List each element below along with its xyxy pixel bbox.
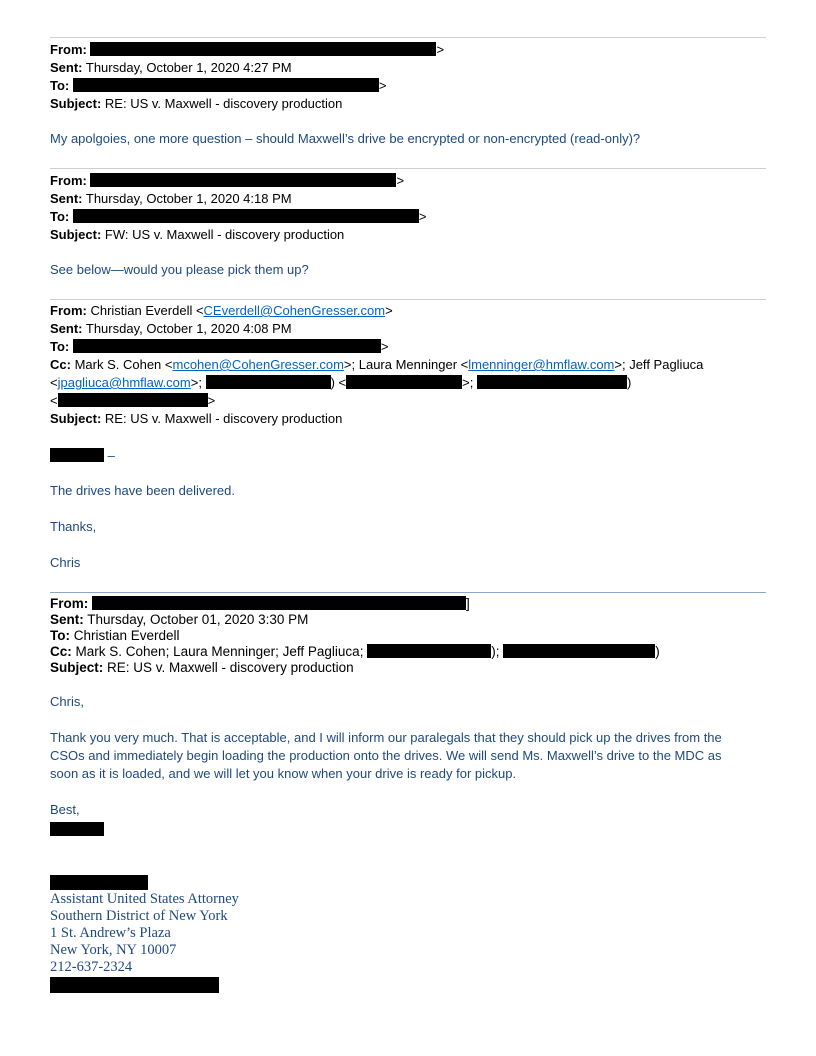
cc-row bbox=[50, 356, 766, 374]
sent-row bbox=[50, 612, 766, 628]
subject-row bbox=[50, 95, 766, 113]
to-row bbox=[50, 628, 766, 644]
redaction bbox=[477, 375, 627, 389]
email-body: See below—would you please pick them up? bbox=[50, 262, 309, 277]
email-body: My apolgoies, one more question – should Maxwell’s drive be encrypted or non-encrypted (read-only)? bbox=[50, 131, 641, 146]
sent-row bbox=[50, 190, 766, 208]
to-label: To: bbox=[50, 628, 70, 643]
redaction bbox=[58, 393, 208, 407]
subject-label: Subject: bbox=[50, 96, 102, 111]
subject-label: Subject: bbox=[50, 660, 104, 675]
cc-value: Mark S. Cohen; Laura Menninger; Jeff Pagliuca; bbox=[75, 644, 364, 659]
signature-address: New York, NY 10007 bbox=[50, 942, 177, 958]
greeting: Chris, bbox=[50, 694, 84, 709]
divider bbox=[50, 37, 766, 38]
email-header-2 bbox=[50, 172, 766, 244]
cc-email-link[interactable]: lmenninger@hmflaw.com bbox=[468, 357, 615, 372]
redaction bbox=[503, 644, 655, 658]
to-label: To: bbox=[50, 78, 70, 93]
redaction bbox=[50, 977, 219, 993]
sent-value: Thursday, October 1, 2020 4:08 PM bbox=[85, 321, 292, 336]
to-row: To: > bbox=[50, 78, 387, 93]
divider bbox=[50, 592, 766, 593]
sent-label: Sent: bbox=[50, 60, 83, 75]
salutation bbox=[50, 447, 766, 465]
redaction bbox=[50, 448, 104, 462]
sent-label: Sent: bbox=[50, 321, 83, 336]
cc-name: Mark S. Cohen < bbox=[74, 357, 173, 372]
redaction bbox=[50, 822, 104, 836]
cc-label: Cc: bbox=[50, 644, 72, 659]
sent-row bbox=[50, 320, 766, 338]
email-body: Chris bbox=[50, 555, 81, 570]
email-body bbox=[50, 729, 766, 783]
sent-value: Thursday, October 01, 2020 3:30 PM bbox=[87, 612, 309, 627]
divider bbox=[50, 299, 766, 300]
cc-email-link[interactable]: mcohen@CohenGresser.com bbox=[172, 357, 344, 372]
redaction bbox=[92, 596, 466, 610]
from-label: From: bbox=[50, 303, 87, 318]
redaction bbox=[367, 644, 491, 658]
signature-block bbox=[50, 891, 239, 976]
subject-value: FW: US v. Maxwell - discovery production bbox=[104, 227, 345, 242]
cc-row-continued: <jpagliuca@hmflaw.com>; ) < >; ) bbox=[50, 375, 632, 390]
email-body: The drives have been delivered. bbox=[50, 483, 236, 498]
subject-value: RE: US v. Maxwell - discovery production bbox=[104, 411, 343, 426]
from-label: From: bbox=[50, 596, 89, 611]
cc-name: >; Jeff Pagliuca bbox=[614, 357, 704, 372]
subject-row bbox=[50, 660, 766, 676]
from-label: From: bbox=[50, 173, 87, 188]
cc-name: >; Laura Menninger < bbox=[343, 357, 469, 372]
signature-address: 1 St. Andrew’s Plaza bbox=[50, 925, 171, 941]
subject-label: Subject: bbox=[50, 227, 102, 242]
from-label: From: bbox=[50, 42, 87, 57]
cc-row-continued: < > bbox=[50, 393, 216, 408]
redaction bbox=[346, 375, 462, 389]
cc-email-link[interactable]: jpagliuca@hmflaw.com bbox=[57, 375, 191, 390]
body-line: soon as it is loaded, and we will let you know when your drive is ready for pickup. bbox=[50, 766, 517, 781]
sent-label: Sent: bbox=[50, 612, 84, 627]
from-row: From: > bbox=[50, 173, 405, 188]
to-label: To: bbox=[50, 339, 70, 354]
subject-row bbox=[50, 410, 766, 428]
to-value: Christian Everdell bbox=[73, 628, 180, 643]
signature-title: Assistant United States Attorney bbox=[50, 891, 239, 907]
redaction bbox=[90, 42, 436, 56]
divider bbox=[50, 168, 766, 169]
email-header-3 bbox=[50, 302, 766, 428]
from-row: From: > bbox=[50, 42, 445, 57]
cc-row: Cc: Mark S. Cohen; Laura Menninger; Jeff Pagliuca; ); ) bbox=[50, 644, 660, 659]
to-row: To: > bbox=[50, 339, 389, 354]
signature-phone: 212-637-2324 bbox=[50, 959, 133, 975]
email-header-1 bbox=[50, 41, 766, 113]
dash: – bbox=[107, 448, 115, 463]
sent-label: Sent: bbox=[50, 191, 83, 206]
from-row: From: Christian Everdell <CEverdell@CohenGresser.com> bbox=[50, 303, 393, 318]
from-row: From: ] bbox=[50, 596, 470, 611]
signature-office: Southern District of New York bbox=[50, 908, 228, 924]
cc-label: Cc: bbox=[50, 357, 71, 372]
body-line: Thank you very much. That is acceptable, and I will inform our paralegals that they should pick up the drives from the bbox=[50, 730, 722, 745]
closing: Best, bbox=[50, 802, 80, 817]
sent-value: Thursday, October 1, 2020 4:27 PM bbox=[85, 60, 292, 75]
subject-label: Subject: bbox=[50, 411, 102, 426]
sent-row bbox=[50, 59, 766, 77]
email-header-4 bbox=[50, 596, 766, 676]
redaction bbox=[73, 78, 379, 92]
from-email-link[interactable]: CEverdell@CohenGresser.com bbox=[203, 303, 386, 318]
body-line: CSOs and immediately begin loading the production onto the drives. We will send Ms. Maxwell’s drive to the MDC as bbox=[50, 748, 722, 763]
to-label: To: bbox=[50, 209, 70, 224]
sent-value: Thursday, October 1, 2020 4:18 PM bbox=[85, 191, 292, 206]
subject-value: RE: US v. Maxwell - discovery production bbox=[107, 660, 354, 675]
subject-row bbox=[50, 226, 766, 244]
redaction bbox=[50, 875, 148, 890]
redaction bbox=[206, 375, 331, 389]
to-row: To: > bbox=[50, 209, 427, 224]
redaction bbox=[73, 209, 419, 223]
redaction bbox=[90, 173, 396, 187]
from-name: Christian Everdell < bbox=[90, 303, 204, 318]
subject-value: RE: US v. Maxwell - discovery production bbox=[104, 96, 343, 111]
email-body: Thanks, bbox=[50, 519, 97, 534]
redaction bbox=[73, 339, 381, 353]
